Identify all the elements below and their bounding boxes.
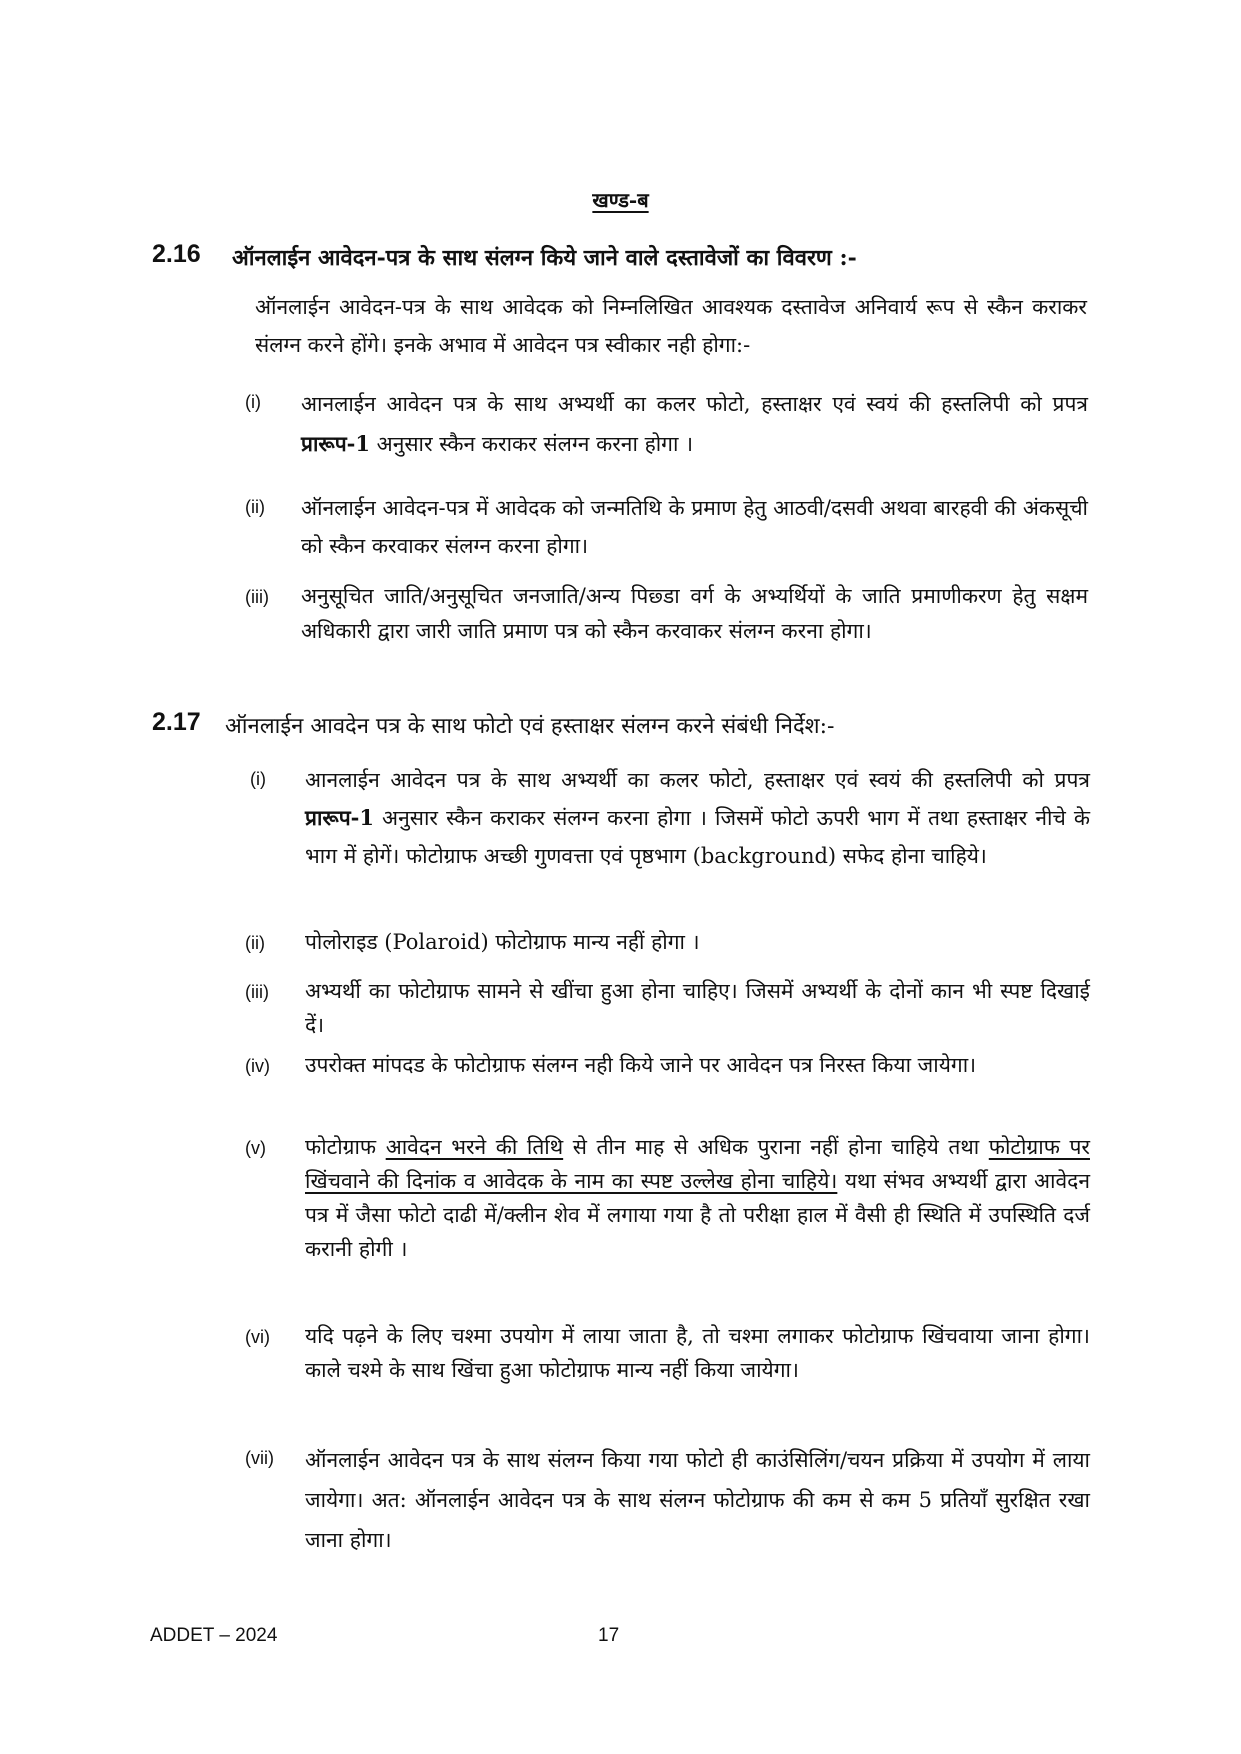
section-title-2-17: ऑनलाईन आवदेन पत्र के साथ फोटो एवं हस्ताक्षर संलग्न करने संबंधी निर्देश:-	[225, 714, 835, 739]
item-text: यदि पढ़ने के लिए चश्मा उपयोग में लाया जाता है, तो चश्मा लगाकर फोटोग्राफ खिंचवाया जाना होगा। काले चश्मे के साथ खिंचा हुआ फोटोग्राफ मान्य नहीं किया जायेगा।	[305, 1324, 1090, 1382]
item-text: पोलोराइड (Polaroid) फोटोग्राफ मान्य नहीं होगा ।	[305, 930, 700, 954]
item-number: (ii)	[245, 497, 265, 517]
item-number: (vi)	[245, 1327, 270, 1347]
section-title-2-16: ऑनलाईन आवेदन-पत्र के साथ संलग्न किये जाने वाले दस्तावेजों का विवरण :-	[232, 245, 857, 271]
item-number: (iii)	[245, 982, 269, 1002]
section-heading-text: खण्ड-ब	[592, 188, 649, 212]
item-text: फोटोग्राफ आवेदन भरने की तिथि से तीन माह से अधिक पुराना नहीं होना चाहिये तथा फोटोग्राफ पर खिंचवाने की दिनांक व आवेदक के नाम का स्पष्ट उल्लेख होना चाहिये। यथा संभव अभ्यर्थी द्वारा आवेदन पत्र में जैसा फोटो दाढी में/क्लीन शेव में लगाया गया है तो परीक्षा हाल में वैसी ही स्थिति में उपस्थिति दर्ज करानी होगी ।	[305, 1135, 1090, 1261]
section-2-16-intro: ऑनलाईन आवेदन-पत्र के साथ आवेदक को निम्नलिखित आवश्यक दस्तावेज अनिवार्य रूप से स्कैन कराकर संलग्न करने होंगे। इनके अभाव में आवेदन पत्र स्वीकार नही होगा:-	[255, 295, 1087, 357]
section-number-2-17: 2.17	[152, 708, 201, 736]
item-number: (v)	[245, 1138, 266, 1158]
underlined-name-note: फोटोग्राफ पर खिंचवाने की दिनांक व आवेदक के नाम का स्पष्ट उल्लेख होना चाहिये।	[305, 1135, 1090, 1193]
footer-left: ADDET – 2024	[150, 1625, 278, 1646]
form-reference: प्रारूप-1	[305, 805, 374, 830]
item-number: (iii)	[245, 587, 269, 607]
item-text: ऑनलाईन आवेदन-पत्र में आवेदक को जन्मतिथि के प्रमाण हेतु आठवी/दसवी अथवा बारहवी की अंकसूची को स्कैन करवाकर संलग्न करना होगा।	[301, 496, 1088, 558]
underlined-date-note: आवेदन भरने की तिथि	[385, 1135, 564, 1159]
item-text: अभ्यर्थी का फोटोग्राफ सामने से खींचा हुआ होना चाहिए। जिसमें अभ्यर्थी के दोनों कान भी स्पष्ट दिखाई दें।	[305, 979, 1090, 1037]
item-text: ऑनलाईन आवेदन पत्र के साथ संलग्न किया गया फोटो ही काउंसिलिंग/चयन प्रक्रिया में उपयोग में लाया जायेगा। अत: ऑनलाईन आवेदन पत्र के साथ संलग्न फोटोग्राफ की कम से कम 5 प्रतियाँ सुरक्षित रखा जाना होगा।	[305, 1448, 1090, 1552]
item-text: आनलाईन आवेदन पत्र के साथ अभ्यर्थी का कलर फोटो, हस्ताक्षर एवं स्वयं की हस्तलिपी को प्रपत्र प्रारूप-1 अनुसार स्कैन कराकर संलग्न करना होगा ।	[301, 392, 1088, 456]
item-number: (i)	[245, 392, 261, 412]
form-reference: प्रारूप-1	[301, 431, 370, 456]
item-text: आनलाईन आवेदन पत्र के साथ अभ्यर्थी का कलर फोटो, हस्ताक्षर एवं स्वयं की हस्तलिपी को प्रपत्र प्रारूप-1 अनुसार स्कैन कराकर संलग्न करना होगा । जिसमें फोटो ऊपरी भाग में तथा हस्ताक्षर नीचे के भाग में होगें। फोटोग्राफ अच्छी गुणवत्ता एवं पृष्ठभाग (background) सफेद होना चाहिये।	[305, 768, 1090, 868]
item-number: (ii)	[245, 933, 265, 953]
item-text: अनुसूचित जाति/अनुसूचित जनजाति/अन्य पिछ्डा वर्ग के अभ्यर्थियों के जाति प्रमाणीकरण हेतु सक्षम अधिकारी द्वारा जारी जाति प्रमाण पत्र को स्कैन करवाकर संलग्न करना होगा।	[301, 584, 1088, 643]
item-number: (iv)	[245, 1056, 270, 1076]
section-heading	[0, 186, 1241, 213]
item-number: (i)	[250, 769, 266, 789]
item-text: उपरोक्त मांपदड के फोटोग्राफ संलग्न नही किये जाने पर आवेदन पत्र निरस्त किया जायेगा।	[305, 1053, 977, 1077]
section-number-2-16: 2.16	[152, 240, 201, 268]
page-number: 17	[598, 1625, 620, 1646]
item-number: (vii)	[245, 1448, 274, 1468]
